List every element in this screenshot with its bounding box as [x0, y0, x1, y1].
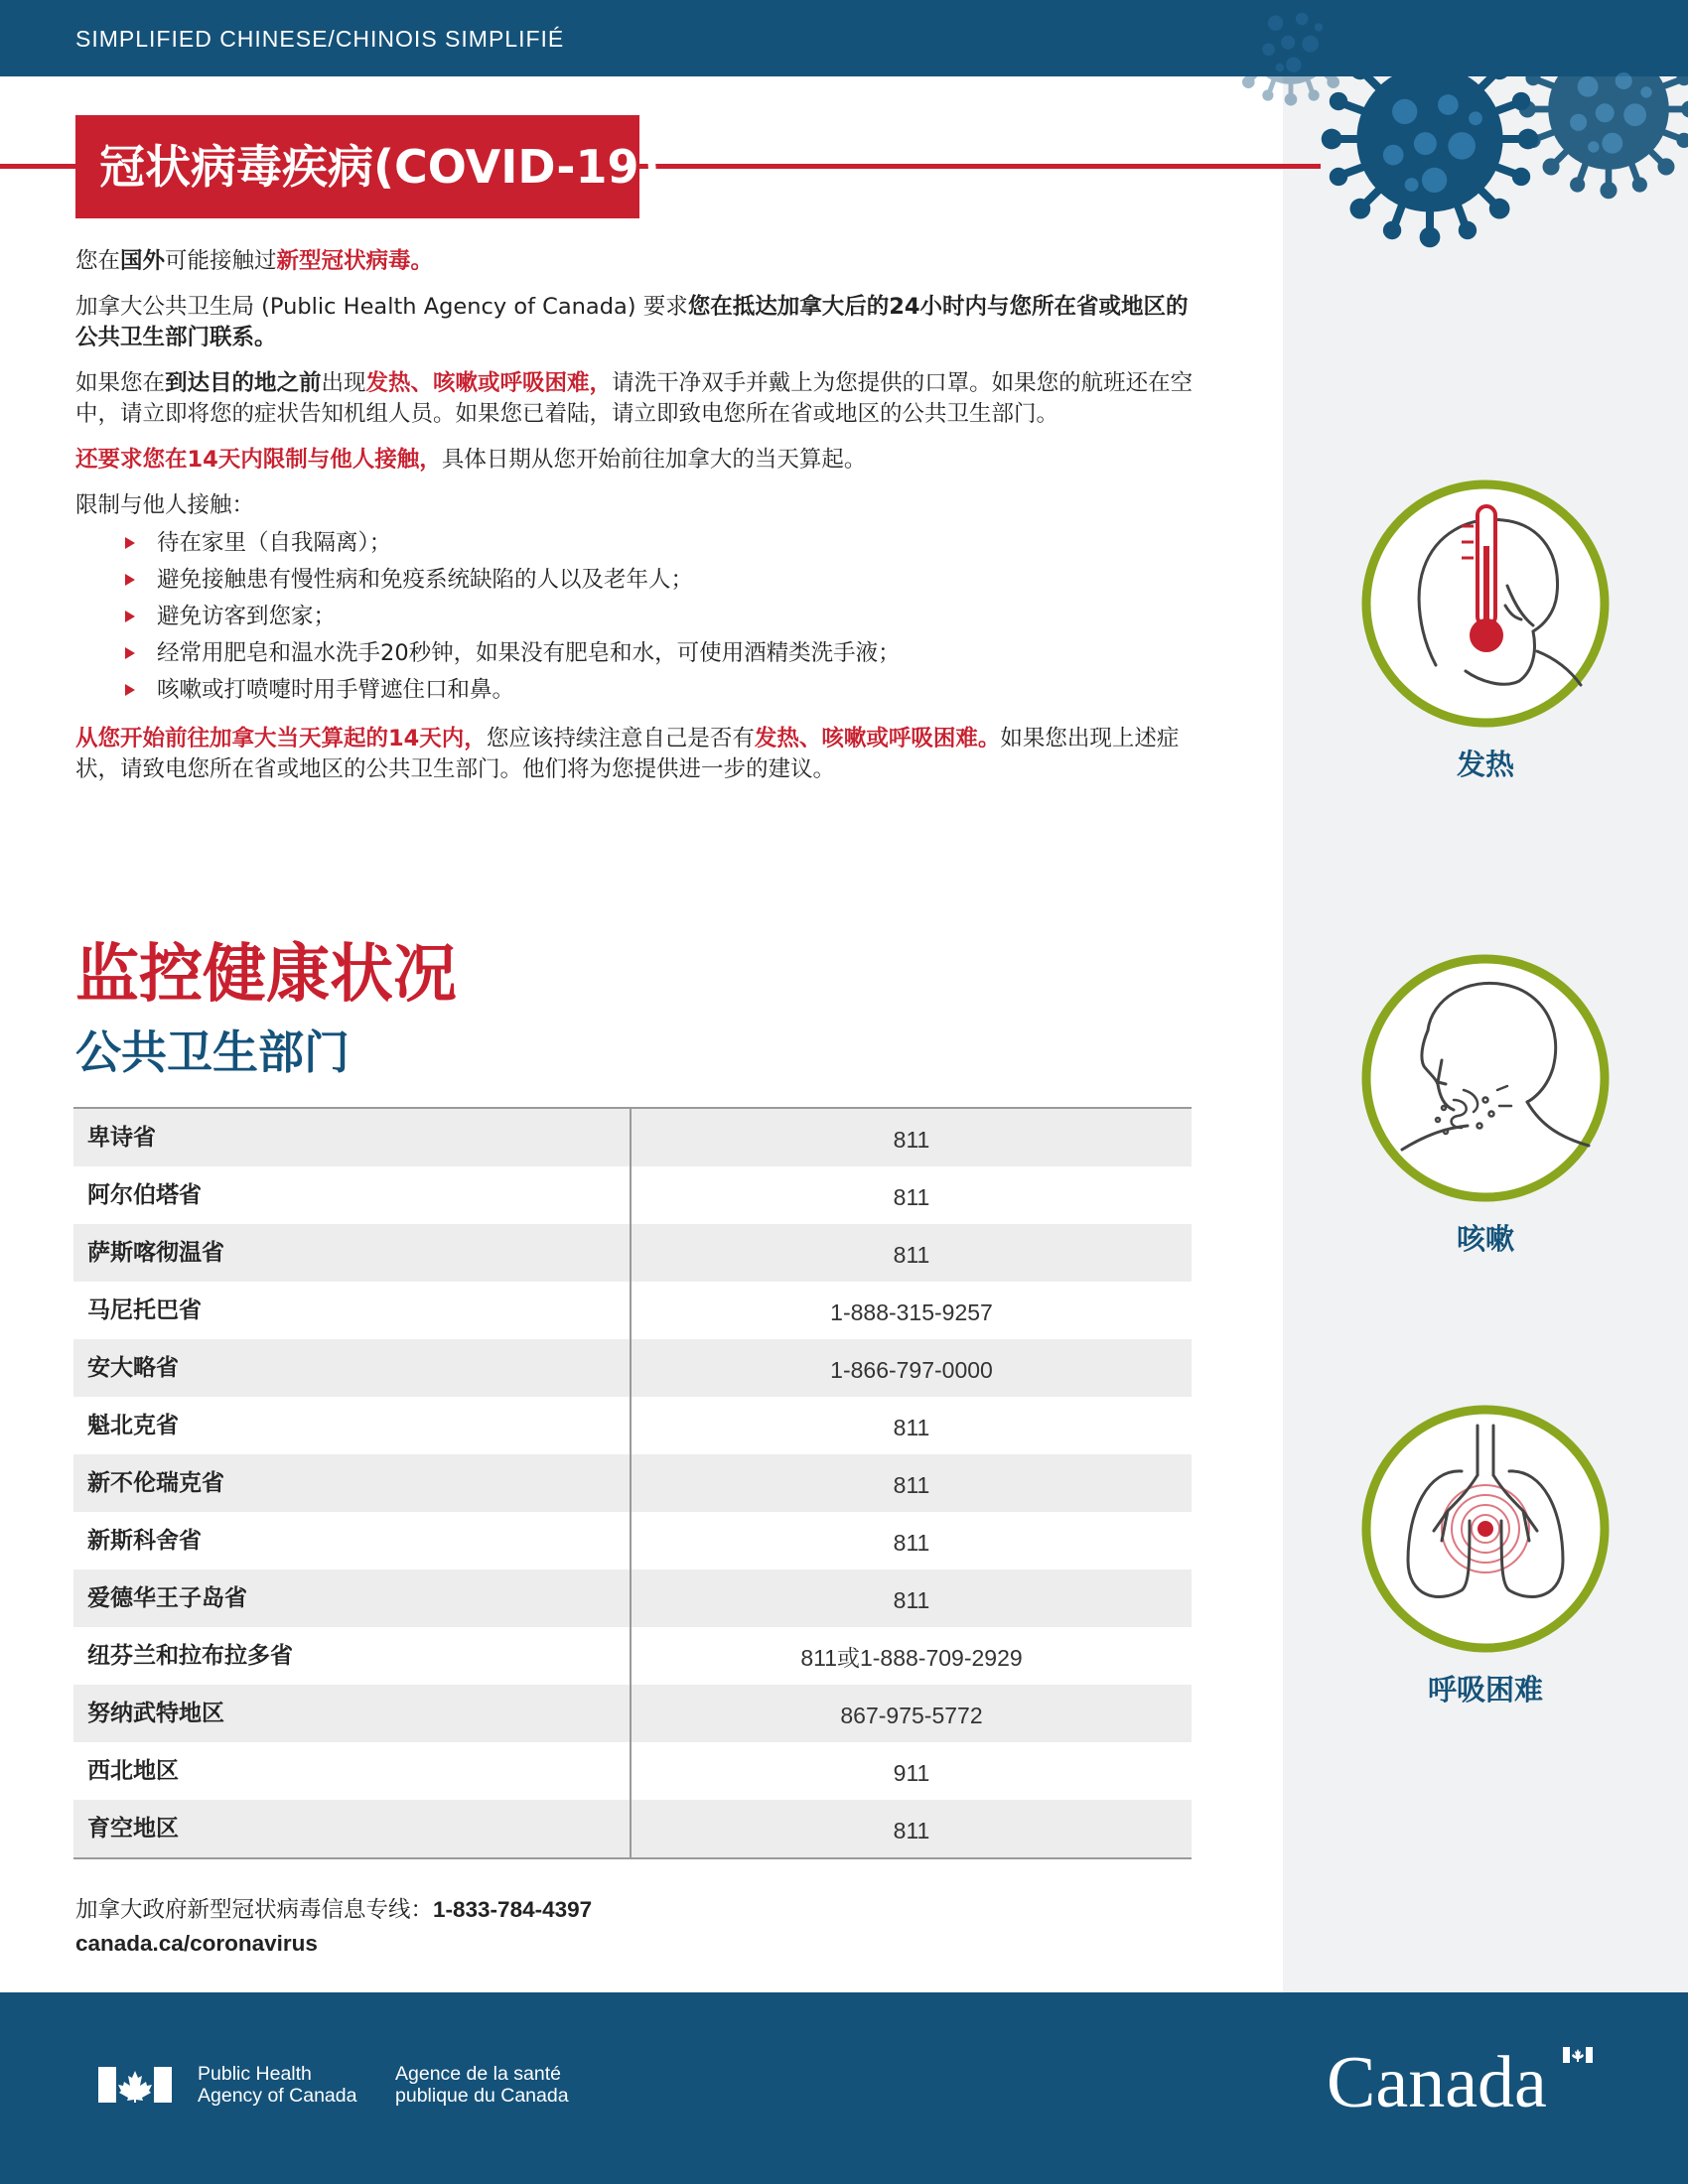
text-bold: 您在抵达加拿大后的24小时内与您所在省或地区的公共卫生部门联系。	[75, 294, 1189, 350]
limit-contact-list	[75, 525, 1197, 709]
text-highlight: 还要求您在14天内限制与他人接触，	[75, 447, 442, 473]
agency-name-french	[395, 2063, 569, 2107]
list-item-text: 待在家里（自我隔离）；	[157, 530, 392, 556]
province-cell: 西北地区	[73, 1742, 632, 1800]
agency-name-english	[198, 2063, 356, 2107]
cough-icon	[1358, 951, 1613, 1205]
table-row	[73, 1512, 1192, 1570]
list-item	[125, 562, 1197, 599]
bullet-triangle-icon	[125, 537, 135, 549]
text-bold: 到达目的地之前	[165, 370, 322, 396]
breathing-difficulty-icon	[1358, 1402, 1613, 1656]
fever-icon	[1358, 477, 1613, 731]
bullet-triangle-icon	[125, 611, 135, 622]
list-item	[125, 599, 1197, 635]
province-cell: 萨斯喀彻温省	[73, 1224, 632, 1282]
symptom-breathing	[1358, 1402, 1613, 1709]
text: 如果您在	[75, 370, 166, 396]
province-cell: 育空地区	[73, 1800, 632, 1857]
text: 具体日期从您开始前往加拿大的当天算起。	[441, 447, 867, 473]
language-label: SIMPLIFIED CHINESE/CHINOIS SIMPLIFIÉ	[75, 26, 565, 52]
list-item	[125, 672, 1197, 709]
bullet-triangle-icon	[125, 574, 135, 586]
website-link[interactable]: canada.ca/coronavirus	[75, 1931, 318, 1956]
table-row	[73, 1570, 1192, 1627]
text-highlight: 新型冠状病毒。	[276, 248, 434, 274]
limit-contact-intro: 限制与他人接触：	[75, 492, 255, 518]
table-row	[73, 1282, 1192, 1339]
canada-flag-icon	[98, 2067, 172, 2103]
table-row	[73, 1109, 1192, 1166]
table-row	[73, 1166, 1192, 1224]
text: 您在	[75, 248, 121, 274]
list-item-text: 咳嗽或打喷嚏时用手臂遮住口和鼻。	[157, 677, 515, 703]
text: 加拿大公共卫生局 (Public Health Agency of Canada) 要求	[75, 294, 688, 320]
phone-cell: 1-866-797-0000	[830, 1357, 993, 1383]
phone-cell: 811	[893, 1242, 930, 1268]
hotline-info	[75, 1893, 592, 1961]
table-row	[73, 1224, 1192, 1282]
province-cell: 魁北克省	[73, 1397, 632, 1454]
text-highlight: 发热、咳嗽或呼吸困难。	[754, 726, 1001, 751]
hotline-number: 1-833-784-4397	[433, 1897, 593, 1922]
phone-cell: 867-975-5772	[840, 1703, 983, 1728]
monitor-title: 监控健康状况	[75, 938, 457, 1012]
agency-line: Agency of Canada	[198, 2085, 357, 2107]
phone-cell: 811	[893, 1415, 930, 1440]
phone-cell: 811	[893, 1472, 930, 1498]
text: 出现	[321, 370, 366, 396]
table-row	[73, 1742, 1192, 1800]
table-row	[73, 1685, 1192, 1742]
phone-cell: 811	[893, 1587, 930, 1613]
intro-paragraph-1	[75, 246, 1197, 277]
province-cell: 努纳武特地区	[73, 1685, 632, 1742]
public-health-table	[73, 1107, 1192, 1859]
province-cell: 爱德华王子岛省	[73, 1570, 632, 1627]
phone-cell: 811	[893, 1127, 930, 1153]
list-item-text: 避免访客到您家；	[157, 604, 337, 629]
province-cell: 安大略省	[73, 1339, 632, 1397]
text-highlight: 发热、咳嗽或呼吸困难，	[365, 370, 613, 396]
intro-paragraph-2	[75, 292, 1197, 353]
province-cell: 新斯科舍省	[73, 1512, 632, 1570]
list-item-text: 经常用肥皂和温水洗手20秒钟，如果没有肥皂和水，可使用酒精类洗手液；	[157, 640, 901, 666]
text-highlight: 从您开始前往加拿大当天算起的14天内，	[75, 726, 487, 751]
symptom-label: 呼吸困难	[1427, 1673, 1543, 1706]
table-row	[73, 1627, 1192, 1685]
phone-cell: 811	[893, 1530, 930, 1556]
province-cell: 新不伦瑞克省	[73, 1454, 632, 1512]
phone-cell: 811	[893, 1818, 930, 1843]
province-cell: 马尼托巴省	[73, 1282, 632, 1339]
text: 如果您出现上述症状，请致电您所在省或地区的公共卫生部门。他们将为您提供进一步的建议。	[75, 726, 1180, 782]
table-row	[73, 1339, 1192, 1397]
table-row	[73, 1397, 1192, 1454]
province-cell: 纽芬兰和拉布拉多省	[73, 1627, 632, 1685]
table-row	[73, 1454, 1192, 1512]
virus-icon	[1172, 0, 1688, 288]
phone-cell: 1-888-315-9257	[830, 1299, 993, 1325]
virus-illustration	[1172, 0, 1688, 288]
agency-line: publique du Canada	[395, 2085, 569, 2107]
phone-cell: 811或1-888-709-2929	[800, 1645, 1023, 1671]
text-bold: 国外	[120, 248, 166, 274]
text: 您应该持续注意自己是否有	[486, 726, 755, 751]
symptom-label: 咳嗽	[1456, 1222, 1514, 1256]
bullet-triangle-icon	[125, 647, 135, 659]
list-item	[125, 635, 1197, 672]
monitor-subtitle: 公共卫生部门	[75, 1025, 350, 1079]
agency-line: Public Health	[198, 2063, 312, 2085]
intro-text	[75, 246, 1197, 800]
list-item	[125, 525, 1197, 562]
text: 请洗干净双手并戴上为您提供的口罩。如果您的航班还在空中，请立即将您的症状告知机组人员。如果您已着陆，请立即致电您所在省或地区的公共卫生部门。	[75, 370, 1194, 427]
intro-paragraph-3	[75, 368, 1197, 430]
canada-wordmark: Canada	[1327, 2042, 1547, 2123]
phone-cell: 811	[893, 1184, 930, 1210]
text: 可能接触过	[165, 248, 277, 274]
table-row	[73, 1800, 1192, 1857]
phone-cell: 911	[893, 1760, 930, 1786]
symptom-label: 发热	[1456, 748, 1514, 781]
symptom-fever	[1358, 477, 1613, 784]
province-cell: 阿尔伯塔省	[73, 1166, 632, 1224]
page-title: 冠状病毒疾病(COVID-19)	[75, 115, 639, 218]
bullet-triangle-icon	[125, 684, 135, 696]
symptom-cough	[1358, 951, 1613, 1259]
agency-line: Agence de la santé	[395, 2063, 561, 2085]
list-item-text: 避免接触患有慢性病和免疫系统缺陷的人以及老年人；	[157, 567, 694, 593]
province-cell: 卑诗省	[73, 1109, 632, 1166]
hotline-label: 加拿大政府新型冠状病毒信息专线：	[75, 1897, 434, 1923]
intro-paragraph-4	[75, 445, 1197, 476]
intro-paragraph-5	[75, 724, 1197, 785]
wordmark-flag-icon	[1563, 2047, 1593, 2063]
